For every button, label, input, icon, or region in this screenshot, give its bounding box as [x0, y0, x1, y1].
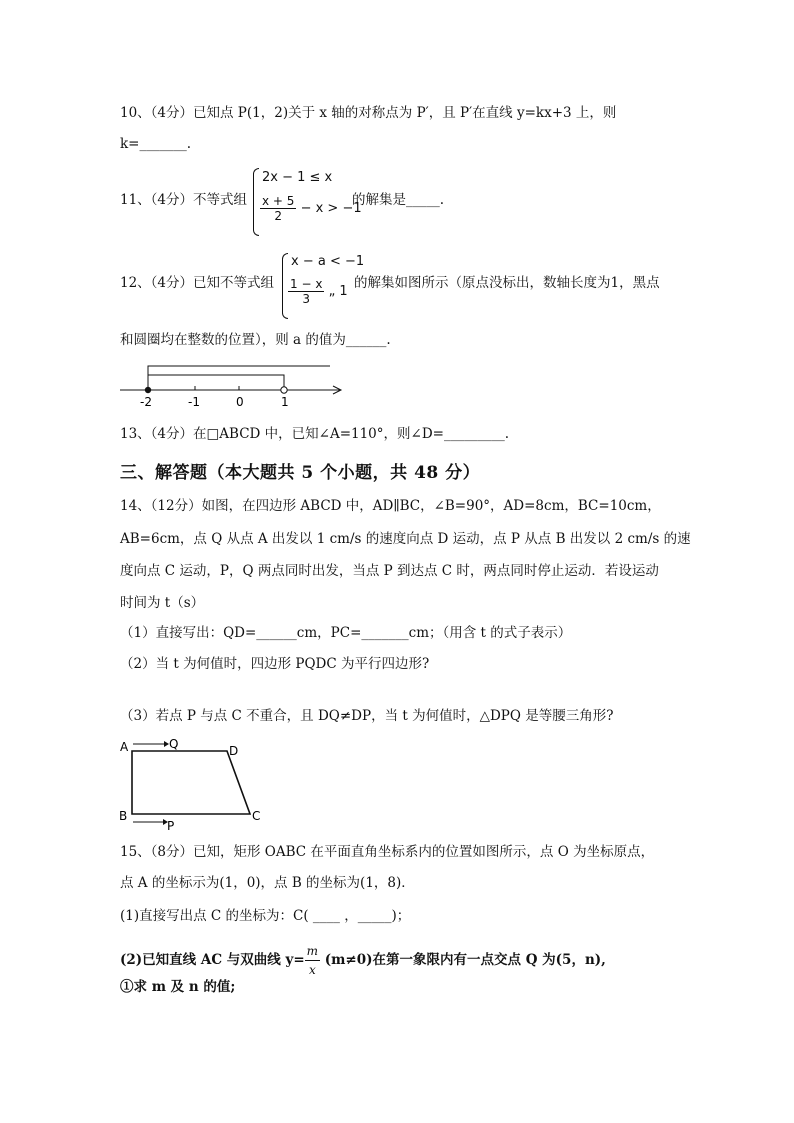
q12-prefix: 12、（4分）已知不等式组 — [120, 275, 275, 291]
q11-prefix: 11、（4分）不等式组 — [120, 192, 248, 208]
axis-label-0: 0 — [236, 395, 244, 409]
q15-sub2-post: (m≠0)在第一象限内有一点交点 Q 为(5，n), — [320, 952, 606, 968]
q12-line2: 和圆圈均在整数的位置），则 a 的值为______. — [120, 332, 391, 348]
q15-sub2-pre: (2)已知直线 AC 与双曲线 y= — [120, 952, 305, 968]
q14-sub3: （3）若点 P 与点 C 不重合，且 DQ≠DP，当 t 为何值时，△DPQ 是等腰三角形? — [120, 708, 614, 724]
q12-ineq1: x − a < −1 — [291, 254, 365, 269]
q15-line1: 15、（8分）已知，矩形 OABC 在平面直角坐标系内的位置如图所示，点 O 为坐标原点， — [120, 844, 655, 860]
axis-label-1: 1 — [281, 395, 289, 409]
quadrilateral-abcd — [132, 751, 250, 814]
q12-suffix: 的解集如图所示（原点没标出，数轴长度为1，黑点 — [354, 275, 660, 291]
label-c: C — [252, 809, 261, 823]
q14-figure — [115, 735, 275, 833]
label-q: Q — [169, 737, 179, 751]
q15-frac-num: m — [305, 942, 320, 961]
solid-dot — [145, 387, 151, 393]
q14-sub2: （2）当 t 为何值时，四边形 PQDC 为平行四边形? — [120, 656, 430, 672]
q12-frac-den: 3 — [302, 292, 311, 306]
solution-bracket-1 — [148, 375, 284, 390]
label-b: B — [119, 809, 128, 823]
axis-label-neg1: -1 — [188, 395, 200, 409]
axis-label-neg2: -2 — [140, 395, 152, 409]
q14-line1: 14、（12分）如图，在四边形 ABCD 中，AD∥BC，∠B=90°，AD=8cm，BC=10cm， — [120, 498, 661, 514]
solution-bracket-2 — [148, 366, 330, 375]
q11-ineq2 — [260, 194, 362, 223]
q15-sub3: ①求 m 及 n 的值; — [120, 979, 236, 995]
q14-line3: 度向点 C 运动，P，Q 两点同时出发，当点 P 到达点 C 时，两点同时停止运动．若设运动 — [120, 563, 659, 579]
open-circle — [281, 387, 287, 393]
q14-line2: AB=6cm，点 Q 从点 A 出发以 1 cm/s 的速度向点 D 运动，点 P 从点 B 出发以 2 cm/s 的速 — [120, 531, 691, 547]
q11-suffix: 的解集是_____. — [352, 192, 445, 208]
section3-heading: 三、解答题（本大题共 5 个小题，共 48 分） — [120, 463, 481, 483]
q12-frac-num: 1 − x — [290, 277, 323, 291]
q10-line2: k=_______. — [120, 136, 192, 152]
label-p: P — [167, 819, 175, 833]
q12-number-line — [118, 360, 348, 410]
q11-ineq1: 2x − 1 ≤ x — [262, 170, 333, 185]
q14-line4: 时间为 t（s） — [120, 595, 205, 611]
q11-ineq2-rest: − x > −1 — [300, 201, 362, 216]
label-a: A — [120, 740, 129, 754]
q11-brace — [253, 168, 259, 236]
q10-line1: 10、（4分）已知点 P(1，2)关于 x 轴的对称点为 P′，且 P′在直线 y=kx+3 上，则 — [120, 105, 617, 121]
q15-line2: 点 A 的坐标示为(1，0)，点 B 的坐标为(1，8)． — [120, 875, 415, 891]
q15-sub1: (1)直接写出点 C 的坐标为：C( ____ ，_____)； — [120, 908, 411, 924]
q15-frac-den: x — [308, 963, 316, 977]
q14-sub1: （1）直接写出：QD=______cm，PC=_______cm；（用含 t 的式子表示） — [120, 625, 572, 641]
q12-ineq2-rest: „ 1 — [328, 284, 348, 299]
q15-sub2 — [120, 942, 606, 979]
q11-frac-den: 2 — [274, 209, 283, 223]
q13-text: 13、（4分）在□ABCD 中，已知∠A=110°，则∠D=_________. — [120, 426, 510, 442]
q11-frac-num: x + 5 — [262, 194, 295, 208]
label-d: D — [229, 744, 239, 758]
q12-ineq2 — [288, 277, 348, 306]
